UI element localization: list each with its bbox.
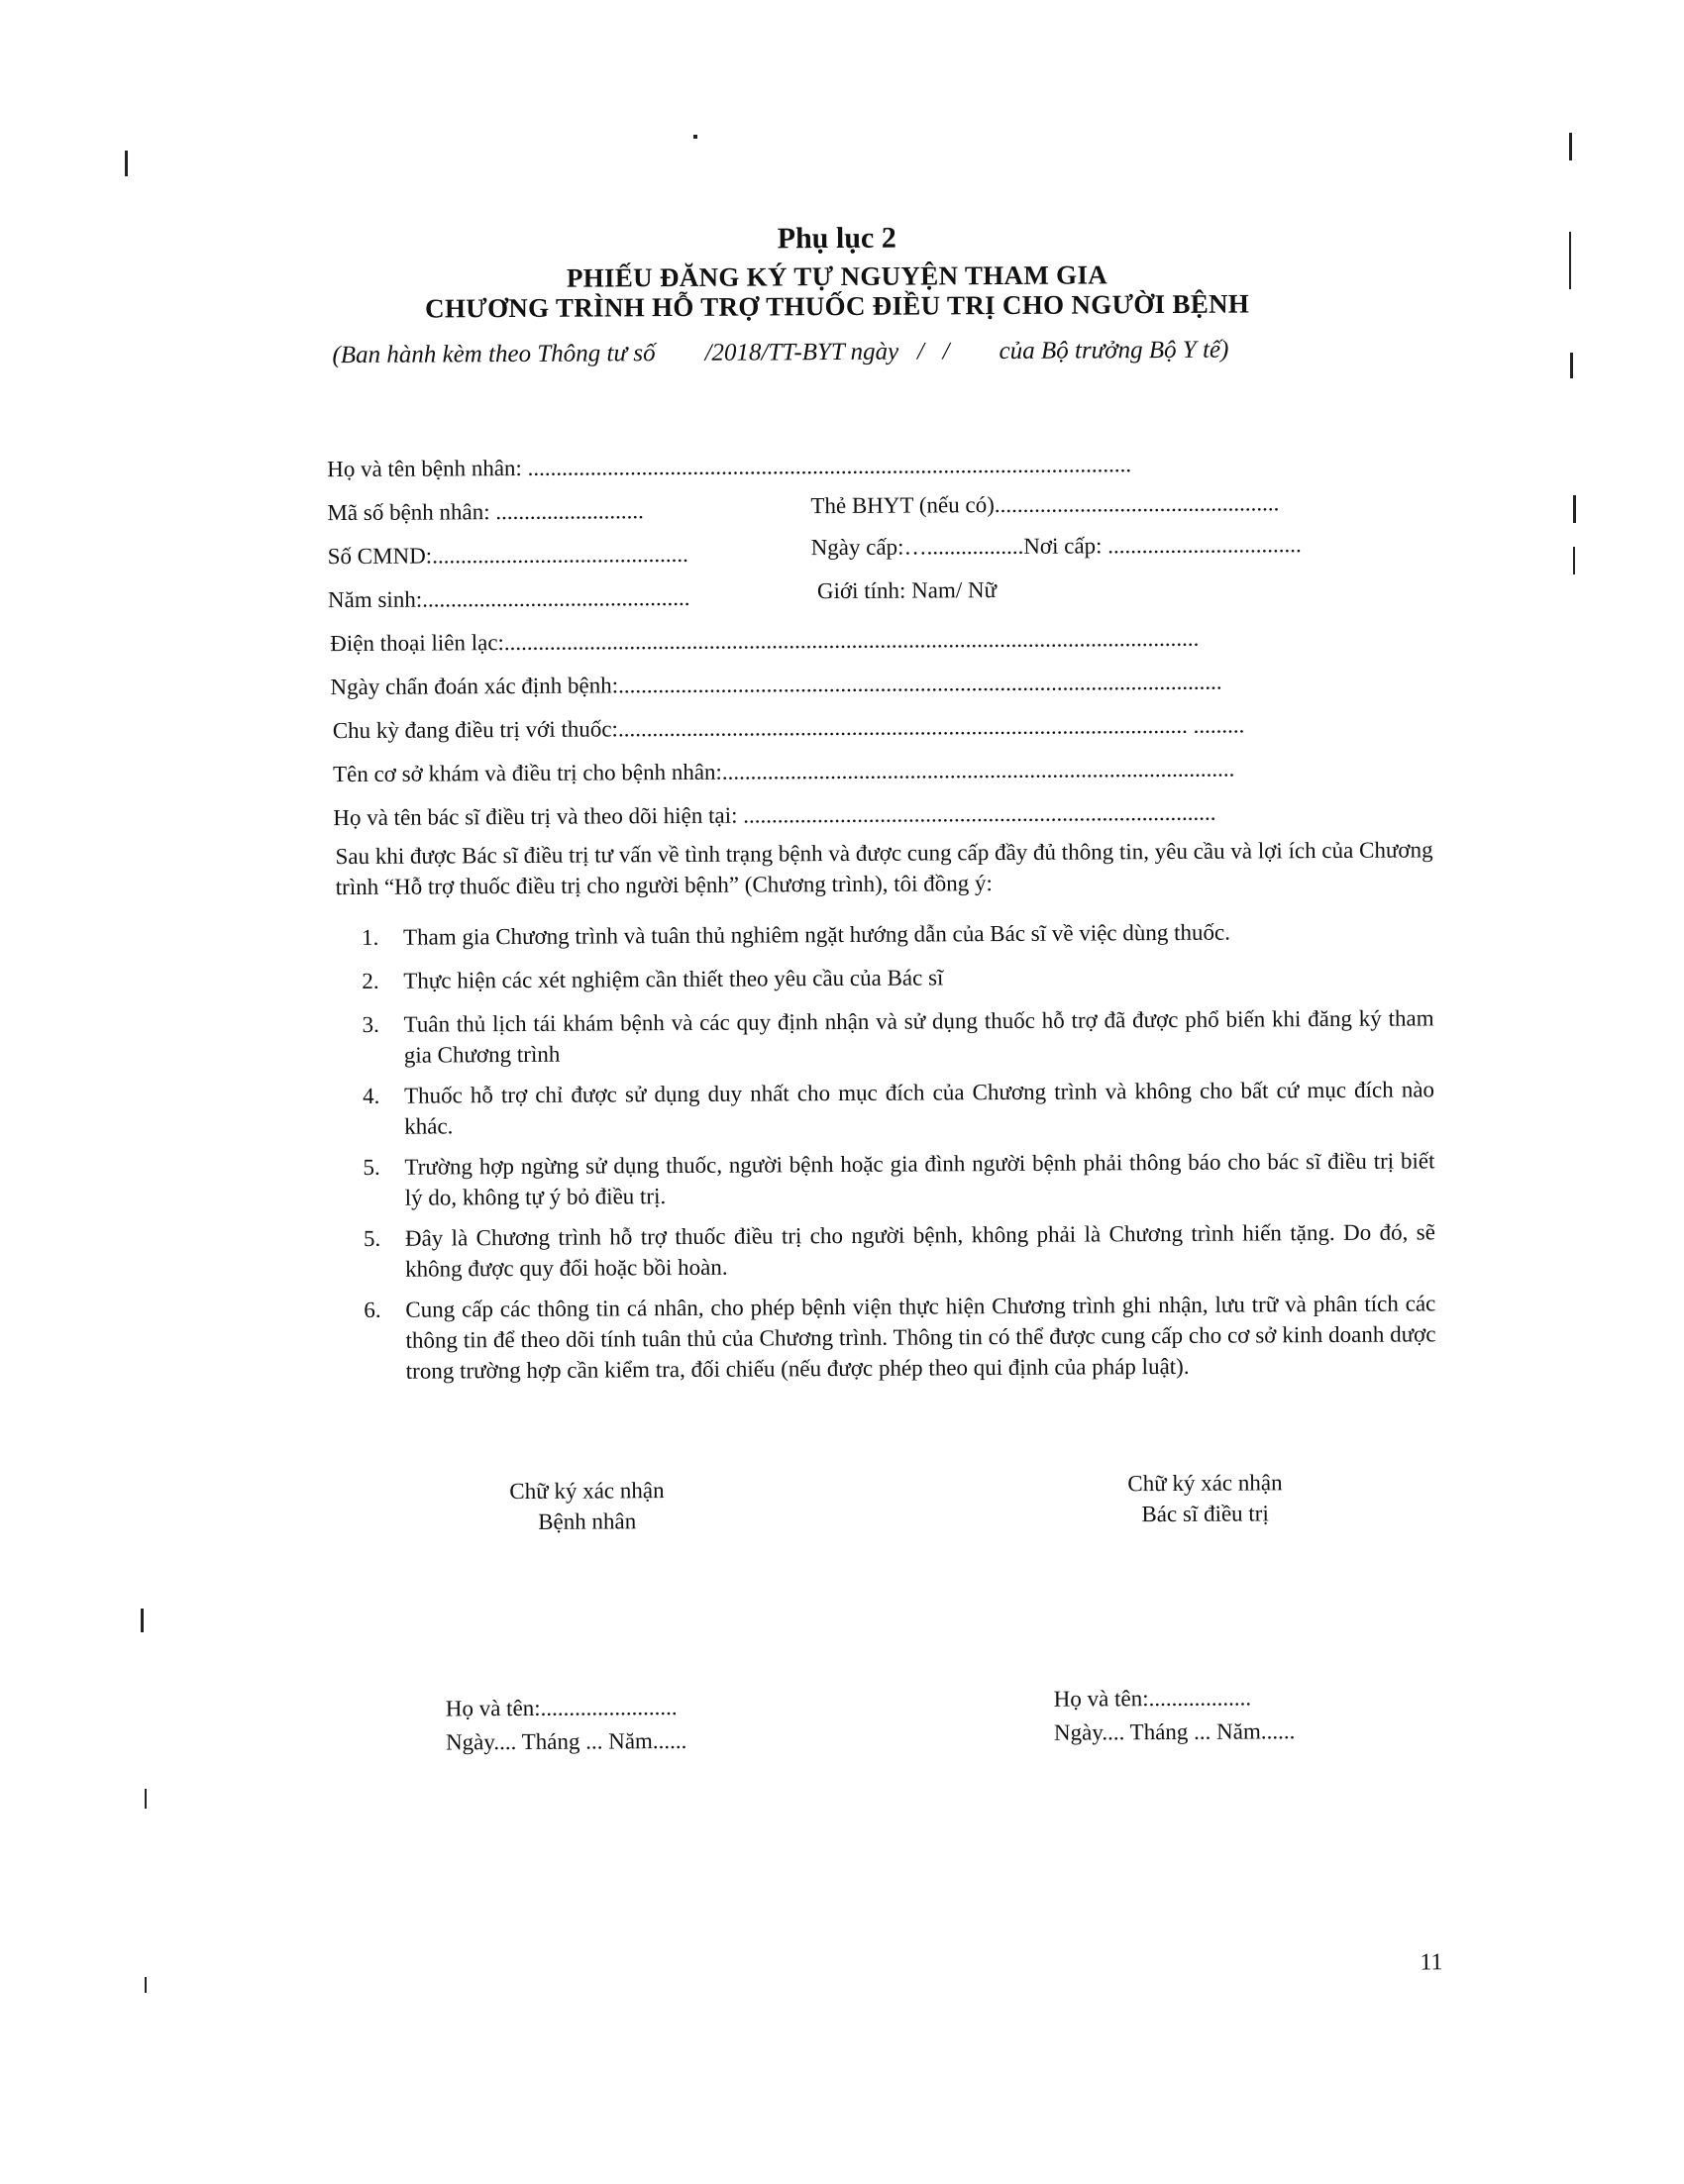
scan-mark	[1573, 547, 1575, 574]
scan-mark	[141, 1609, 144, 1632]
list-item-text: Thực hiện các xét nghiệm cần thiết theo yêu cầu của Bác sĩ	[403, 965, 944, 993]
list-item-number: 2.	[362, 968, 379, 993]
list-item-number: 4.	[362, 1083, 380, 1108]
patient-name-field: Họ và tên bệnh nhân: ..........................................................................................................	[327, 452, 1132, 482]
scan-mark	[145, 1789, 147, 1809]
patient-signature-label: Chữ ký xác nhận	[509, 1478, 665, 1505]
doctor-date-line: Ngày.... Tháng ... Năm......	[1053, 1718, 1296, 1745]
list-item	[363, 1145, 1435, 1210]
list-item	[362, 959, 1433, 993]
list-item-text: Cung cấp các thông tin cá nhân, cho phép bệnh viện thực hiện Chương trình ghi nhận, lưu trữ và phân tích các thông tin để theo dõi tính tuân thủ của Chương trình. Thông tin có thể được cung cấp cho cơ sở kinh doanh dược trong trường hợp cần kiểm tra, đối chiếu (nếu được phép theo qui định của pháp luật).	[405, 1291, 1436, 1384]
patient-date-line: Ngày.... Tháng ... Năm......	[445, 1727, 687, 1755]
list-item	[361, 915, 1433, 950]
patient-id-field: Mã số bệnh nhân: ..........................	[327, 498, 644, 526]
scan-mark	[693, 135, 697, 139]
list-item-number: 5.	[363, 1154, 380, 1180]
form-title-line1: PHIẾU ĐĂNG KÝ TỰ NGUYỆN THAM GIA	[566, 260, 1108, 293]
list-item-number: 6.	[364, 1297, 381, 1322]
page-number: 11	[1420, 1949, 1443, 1976]
patient-name-line: Họ và tên:........................	[445, 1695, 678, 1721]
list-item-number: 1.	[361, 924, 379, 950]
phone-field: Điện thoại liên lạc:..........................................................................................................................	[330, 625, 1200, 657]
patient-signoff	[446, 1691, 687, 1759]
treatment-cycle-field: Chu kỳ đang điều trị với thuốc:.................................................................................................... .........	[332, 712, 1245, 744]
list-item	[362, 1074, 1435, 1139]
doctor-signature-block	[1076, 1467, 1333, 1530]
list-item-text: Tham gia Chương trình và tuân thủ nghiêm ngặt hướng dẫn của Bác sĩ về việc dùng thuốc.	[402, 919, 1231, 950]
id-number-field: Số CMND:.............................................	[327, 541, 688, 570]
doctor-name-line: Họ và tên:..................	[1053, 1685, 1252, 1712]
list-item	[363, 1216, 1435, 1282]
doctor-signature-role: Bác sĩ điều trị	[1141, 1501, 1269, 1527]
doctor-signoff	[1054, 1681, 1296, 1749]
facility-field: Tên cơ sở khám và điều trị cho bệnh nhân:..........................................................................................	[332, 756, 1235, 787]
gender-field: Giới tính: Nam/ Nữ	[816, 577, 998, 604]
scan-mark	[125, 151, 128, 176]
birth-year-field: Năm sinh:...............................................	[327, 584, 690, 613]
list-item-text: Tuân thủ lịch tái khám bệnh và các quy định nhận và sử dụng thuốc hỗ trợ đã được phổ biến khi đăng ký tham gia Chương trình	[403, 1005, 1434, 1068]
patient-signature-role: Bệnh nhân	[538, 1508, 637, 1534]
list-item	[364, 1288, 1436, 1384]
form-title-line2: CHƯƠNG TRÌNH HỖ TRỢ THUỐC ĐIỀU TRỊ CHO NGƯỜI BỆNH	[425, 288, 1250, 324]
list-item-number: 5.	[363, 1225, 381, 1251]
scan-mark	[145, 1977, 147, 1993]
scan-mark	[1570, 353, 1573, 378]
insurance-card-field: Thẻ BHYT (nếu có)..................................................	[810, 490, 1280, 519]
list-item-text: Trường hợp ngừng sử dụng thuốc, người bệnh hoặc gia đình người bệnh phải thông báo cho bác sĩ điều trị biết lý do, không tự ý bỏ điều trị.	[404, 1148, 1435, 1210]
list-item-text: Đây là Chương trình hỗ trợ thuốc điều trị cho người bệnh, không phải là Chương trình hiến tặng. Do đó, sẽ không được quy đổi hoặc bồi hoàn.	[404, 1219, 1435, 1282]
list-item	[362, 1002, 1434, 1068]
consent-intro: Sau khi được Bác sĩ điều trị tư vấn về tình trạng bệnh và được cung cấp đầy đủ thông tin, yêu cầu và lợi ích của Chương trình “Hỗ trợ thuốc điều trị cho người bệnh” (Chương trình), tôi đồng ý:	[335, 837, 1433, 900]
issue-date-place-field: Ngày cấp:….................Nơi cấp: ..................................	[810, 532, 1302, 561]
appendix-label: Phụ lục 2	[777, 221, 896, 256]
issuance-note: (Ban hành kèm theo Thông tư số /2018/TT-BYT ngày / / của Bộ trưởng Bộ Y tế)	[332, 336, 1229, 369]
list-item-text: Thuốc hỗ trợ chỉ được sử dụng duy nhất cho mục đích của Chương trình và không cho bất cứ mục đích nào khác.	[403, 1077, 1435, 1139]
patient-signature-block	[468, 1475, 705, 1537]
scan-mark	[1569, 232, 1571, 289]
doctor-field: Họ và tên bác sĩ điều trị và theo dõi hiện tại: ...................................................................................	[333, 799, 1216, 831]
list-item-number: 3.	[362, 1011, 379, 1037]
scan-mark	[1569, 133, 1572, 160]
doctor-signature-label: Chữ ký xác nhận	[1127, 1470, 1283, 1497]
scan-mark	[1573, 495, 1576, 523]
diagnosis-date-field: Ngày chẩn đoán xác định bệnh:..........................................................................................................	[330, 669, 1222, 700]
